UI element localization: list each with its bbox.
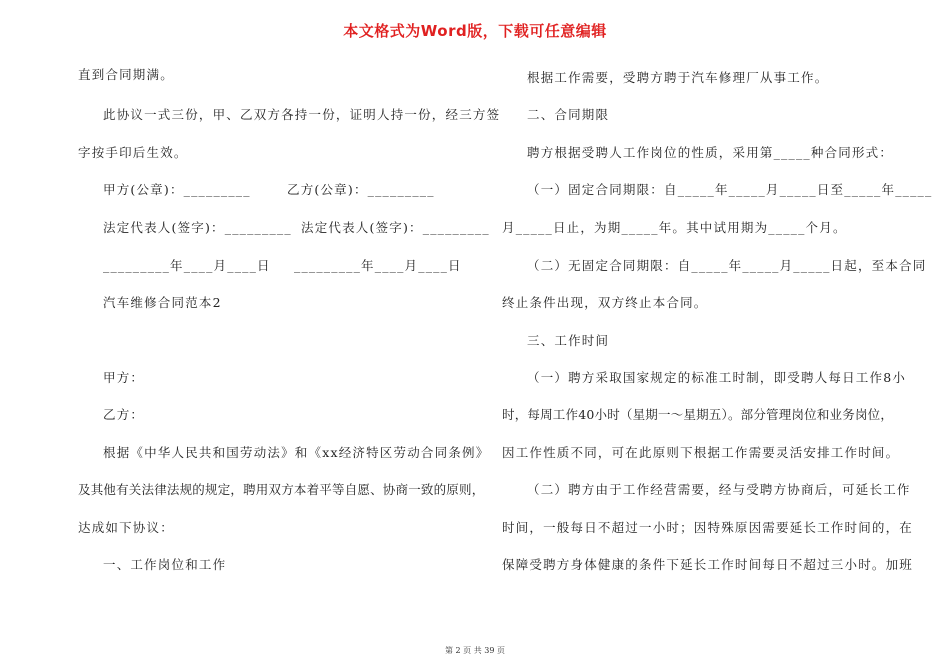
party-a-label: 甲方： <box>103 370 145 385</box>
format-banner: 本文格式为Word版，下载可任意编辑 <box>343 22 607 40</box>
right-line-contract-form: 聘方根据受聘人工作岗位的性质，采用第_____种合同形式： <box>527 145 894 160</box>
party-b-seal-line: 乙方(公章)：_________ <box>287 182 435 197</box>
right-line-flexible-hours: 因工作性质不同，可在此原则下根据工作需要灵活安排工作时间。 <box>502 445 900 460</box>
right-line-overtime-negotiation: （二）聘方由于工作经营需要，经与受聘方协商后，可延长工作 <box>527 482 911 497</box>
right-line-probation: 月_____日止，为期_____年。其中试用期为_____个月。 <box>502 220 847 235</box>
section-two-heading: 二、合同期限 <box>527 107 610 122</box>
right-line-termination: 终止条件出现，双方终止本合同。 <box>502 295 708 310</box>
right-line-fixed-term: （一）固定合同期限：自_____年_____月_____日至_____年_____ <box>527 182 933 197</box>
party-a-seal-line: 甲方(公章)：_________ <box>103 182 251 197</box>
left-line-agreement: 达成如下协议： <box>78 520 174 535</box>
section-three-heading: 三、工作时间 <box>527 333 610 348</box>
section-one-heading: 一、工作岗位和工作 <box>103 557 227 572</box>
left-line-principles: 及其他有关法律法规的规定，聘用双方本着平等自愿、协商一致的原则， <box>78 482 485 497</box>
party-a-representative-line: 法定代表人(签字)：_________ <box>103 220 292 235</box>
left-line-effective: 字按手印后生效。 <box>78 145 188 160</box>
party-b-representative-line: 法定代表人(签字)：_________ <box>301 220 490 235</box>
right-line-job-assignment: 根据工作需要，受聘方聘于汽车修理厂从事工作。 <box>527 70 829 85</box>
right-line-standard-hours: （一）聘方采取国家规定的标准工时制，即受聘人每日工作8小 <box>527 370 907 385</box>
left-line-copies: 此协议一式三份，甲、乙双方各持一份，证明人持一份，经三方签 <box>103 107 501 122</box>
right-line-open-term: （二）无固定合同期限：自_____年_____月_____日起，至本合同 <box>527 258 927 273</box>
party-a-date-line: _________年____月____日 <box>103 258 271 273</box>
party-b-label: 乙方： <box>103 407 145 422</box>
left-line-contract-end: 直到合同期满。 <box>78 67 174 82</box>
page-number: 第 2 页 共 39 页 <box>445 646 505 655</box>
template-title: 汽车维修合同范本2 <box>103 295 222 310</box>
right-line-overtime-limit: 时间，一般每日不超过一小时；因特殊原因需要延长工作时间的，在 <box>502 520 914 535</box>
party-b-date-line: _________年____月____日 <box>294 258 462 273</box>
right-line-weekly-hours: 时，每周工作40小时（星期一～星期五）。部分管理岗位和业务岗位， <box>502 407 894 422</box>
right-line-overtime-health: 保障受聘方身体健康的条件下延长工作时间每日不超过三小时。加班 <box>502 557 914 572</box>
left-line-law-basis: 根据《中华人民共和国劳动法》和《xx经济特区劳动合同条例》 <box>103 445 490 460</box>
